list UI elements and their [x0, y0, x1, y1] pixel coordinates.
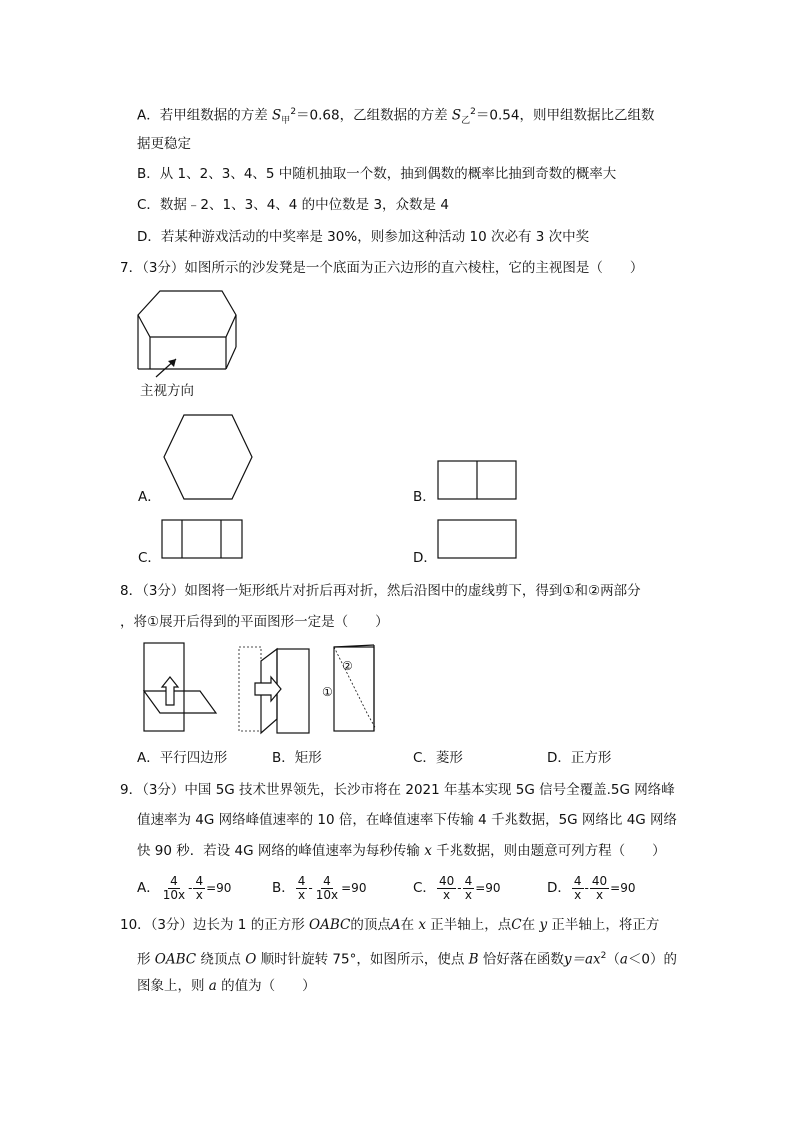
- q7-option-b-label: B．: [413, 489, 436, 505]
- q6-option-c: C．数据﹣2、1、3、4、4 的中位数是 3，众数是 4: [137, 197, 449, 213]
- q7-stem: 7．（3分）如图所示的沙发凳是一个底面为正六边形的直六棱柱，它的主视图是（ ）: [120, 260, 644, 276]
- q10-stem-line1: 10．（3分）边长为 1 的正方形 OABC的顶点A在 x 正半轴上，点C在 y 正半轴上，将正方: [120, 917, 660, 933]
- q7-option-d-label: D．: [413, 550, 437, 566]
- mark-2-label: ②: [342, 659, 353, 673]
- q9-option-b: B． $\frac{4}{x}$ - $\frac{4}{10x}$ =90: [272, 873, 367, 902]
- q6-option-d: D．若某种游戏活动的中奖率是 30%，则参加这种活动 10 次必有 3 次中奖: [137, 229, 590, 245]
- q8-fold-figure-1: [140, 641, 220, 735]
- q9-stem-line3: 快 90 秒．若设 4G 网络的峰值速率为每秒传输 x 千兆数据，则由题意可列方程（ ）: [137, 843, 666, 859]
- q8-option-b: B．矩形: [272, 750, 322, 766]
- q9-option-d: D． $\frac{4}{x}$ - $\frac{40}{x}$ =90: [547, 873, 636, 902]
- q8-stem-line2: ，将①展开后得到的平面图形一定是（ ）: [120, 614, 389, 630]
- q6-option-a-line2: 据更稳定: [137, 136, 191, 152]
- q7-option-b-figure: [437, 460, 519, 502]
- q7-option-c-figure: [161, 519, 245, 561]
- q8-option-a: A．平行四边形: [137, 750, 228, 766]
- q8-option-d: D．正方形: [547, 750, 612, 766]
- q9-stem-line1: 9．（3分）中国 5G 技术世界领先，长沙市将在 2021 年基本实现 5G 信号全覆盖.5G 网络峰: [120, 782, 675, 798]
- q6-option-b: B．从 1、2、3、4、5 中随机抽取一个数，抽到偶数的概率比抽到奇数的概率大: [137, 166, 617, 182]
- q7-stool-figure: [130, 285, 250, 385]
- view-direction-caption: 主视方向: [140, 383, 194, 399]
- q6-option-a-line1: A．若甲组数据的方差 $S_甲^2=0.68$，乙组数据的方差 $S_乙^2=0.54$，则甲组数据比乙组数: [137, 107, 655, 127]
- q8-fold-figure-2: [235, 643, 315, 737]
- q9-stem-line2: 值速率为 4G 网络峰值速率的 10 倍，在峰值速率下传输 4 千兆数据，5G 网络比 4G 网络: [137, 812, 678, 828]
- q7-option-a-hexagon: [160, 413, 256, 501]
- q8-option-c: C．菱形: [413, 750, 463, 766]
- q7-option-a-label: A．: [138, 489, 161, 505]
- q7-option-d-figure: [437, 519, 519, 561]
- mark-1-label: ①: [322, 685, 333, 699]
- q8-stem-line1: 8．（3分）如图将一矩形纸片对折后再对折，然后沿图中的虚线剪下，得到①和②两部分: [120, 583, 641, 599]
- q9-option-c: C． $\frac{40}{x}$ - $\frac{4}{x}$ =90: [413, 873, 501, 902]
- q10-stem-line3: 图象上，则 a 的值为（ ）: [137, 978, 316, 994]
- q7-option-c-label: C．: [138, 550, 161, 566]
- q9-option-a: A． $\frac{4}{10x}$ - $\frac{4}{x}$ =90: [137, 873, 232, 902]
- q10-stem-line2: 形 OABC 绕顶点 O 顺时针旋转 75°，如图所示，使点 B 恰好落在函数$y=ax^2(a<0)$的: [137, 951, 678, 968]
